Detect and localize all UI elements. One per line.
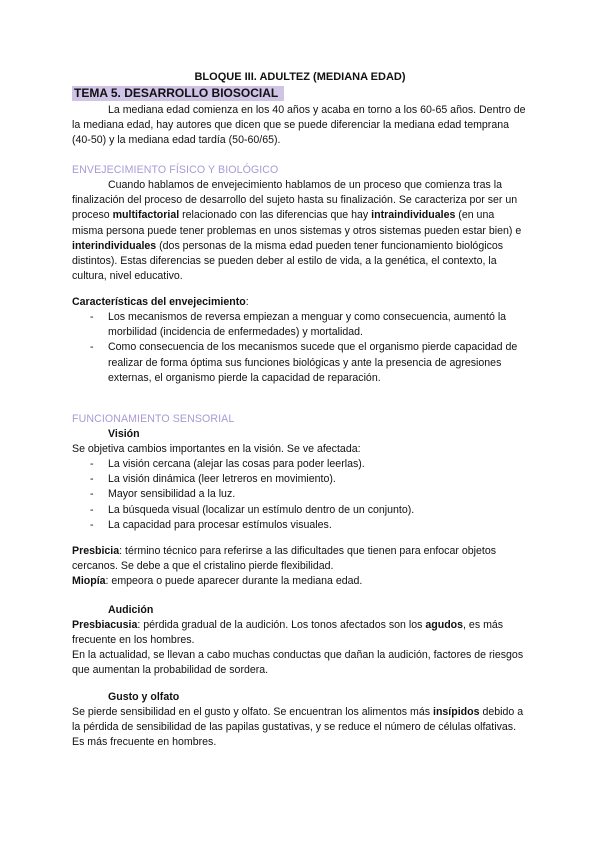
envejecimiento-paragraph xyxy=(72,178,528,284)
dash-bullet: - xyxy=(90,311,94,323)
list-item xyxy=(72,457,528,472)
list-item xyxy=(72,487,528,502)
caracteristicas-heading xyxy=(72,295,528,310)
text-run: Se pierde sensibilidad en el gusto y olfato. Se encuentran los alimentos más xyxy=(72,706,433,718)
list-item-text: La visión dinámica (leer letreros en movimiento). xyxy=(108,473,336,486)
audicion-paragraph: En la actualidad, se llevan a cabo muchas conductas que dañan la audición, factores de riesgos que aumentan la probabilidad de sordera. xyxy=(72,649,524,677)
caracteristicas-list xyxy=(72,310,528,386)
text-run: Cuando hablamos de envejecimiento hablamos de un proceso que comienza tras la finalización del proceso de desarrollo del sujeto hasta su finalización. Se caracteriza por ser un proceso xyxy=(72,179,518,222)
intro-paragraph: La mediana edad comienza en los 40 años y acaba en torno a los 60-65 años. Dentro de la mediana edad, hay autores que dicen que se puede diferenciar la mediana edad temprana (40-50) y la mediana edad tardía (50-60/65). xyxy=(72,104,526,147)
text-run: : término técnico para referirse a las dificultades que tienen para enfocar objetos cercanos. Se debe a que el cristalino pierde flexibilidad. xyxy=(72,545,497,573)
text-run: : empeora o puede aparecer durante la mediana edad. xyxy=(105,575,363,587)
list-item xyxy=(72,503,528,518)
list-item xyxy=(72,518,528,533)
vision-list xyxy=(72,457,528,533)
list-item-text: La búsqueda visual (localizar un estímulo dentro de un conjunto). xyxy=(108,503,415,516)
dash-bullet: - xyxy=(90,503,94,516)
text-run: (dos personas de la misma edad pueden tener funcionamiento biológicos distintos). Estas diferencias se pueden deber al estilo de vida, a la genética, el contexto, la cultura, nivel educativo. xyxy=(72,239,504,283)
colon: : xyxy=(245,296,249,308)
subsection-title-audicion: Audición xyxy=(108,604,154,616)
section-title-sensorial: FUNCIONAMIENTO SENSORIAL xyxy=(72,413,235,425)
list-item-text: Mayor sensibilidad a la luz. xyxy=(108,488,236,501)
text-run: debido a la pérdida de sensibilidad de las papilas gustativas, y se reduce el número de células olfativas. Es más frecuente en hombres. xyxy=(72,706,524,749)
bold-term: multifactorial xyxy=(112,209,180,222)
list-item xyxy=(72,340,528,386)
list-item xyxy=(72,310,528,340)
vision-intro: Se objetiva cambios importantes en la visión. Se ve afectada: xyxy=(72,443,361,455)
miopia-paragraph xyxy=(72,574,528,589)
dash-bullet: - xyxy=(90,488,94,501)
presbicia-paragraph xyxy=(72,544,528,574)
list-item-text: La capacidad para procesar estímulos visuales. xyxy=(108,518,332,531)
dash-bullet: - xyxy=(90,473,94,486)
bold-term: insípidos xyxy=(433,706,480,718)
topic-title: TEMA 5. DESARROLLO BIOSOCIAL xyxy=(72,86,284,101)
presbiacusia-paragraph xyxy=(72,618,528,648)
bold-term: interindividuales xyxy=(72,239,157,252)
miopia-term: Miopía xyxy=(72,575,106,587)
dash-bullet: - xyxy=(90,458,94,470)
text-run: relacionado con las diferencias que hay xyxy=(179,209,372,222)
bold-term: intraindividuales xyxy=(371,209,456,222)
list-item-text: Los mecanismos de reversa empiezan a menguar y como consecuencia, aumentó la morbilidad (incidencia de enfermedades) y mortalidad. xyxy=(108,311,507,339)
subsection-title-vision: Visión xyxy=(108,428,140,440)
list-item-text: La visión cercana (alejar las cosas para poder leerlas). xyxy=(108,458,365,470)
text-run: (en una misma persona puede tener problemas en unos sistemas y otros sistemas pueden estar bien) e xyxy=(72,209,522,237)
dash-bullet: - xyxy=(90,341,94,354)
block-title: BLOQUE III. ADULTEZ (MEDIANA EDAD) xyxy=(194,71,406,83)
text-run: : pérdida gradual de la audición. Los tonos afectados son los xyxy=(137,619,426,631)
presbiacusia-term: Presbiacusia xyxy=(72,619,138,631)
caracteristicas-title: Características del envejecimiento xyxy=(72,296,246,308)
topic-title-row xyxy=(72,86,528,102)
dash-bullet: - xyxy=(90,518,94,531)
text-run: , es más frecuente en los hombres. xyxy=(72,619,504,647)
bold-term: agudos xyxy=(425,619,464,631)
list-item xyxy=(72,472,528,487)
list-item-text: Como consecuencia de los mecanismos sucede que el organismo pierde capacidad de realizar de forma óptima sus funciones biológicas y ante la presencia de agresiones externas, el organismo pierde la capacidad de reparación. xyxy=(108,341,518,384)
presbicia-term: Presbicia xyxy=(72,545,120,557)
gusto-paragraph xyxy=(72,705,528,751)
subsection-title-gusto: Gusto y olfato xyxy=(108,691,180,703)
section-title-envejecimiento: ENVEJECIMIENTO FÍSICO Y BIOLÓGICO xyxy=(72,164,279,176)
